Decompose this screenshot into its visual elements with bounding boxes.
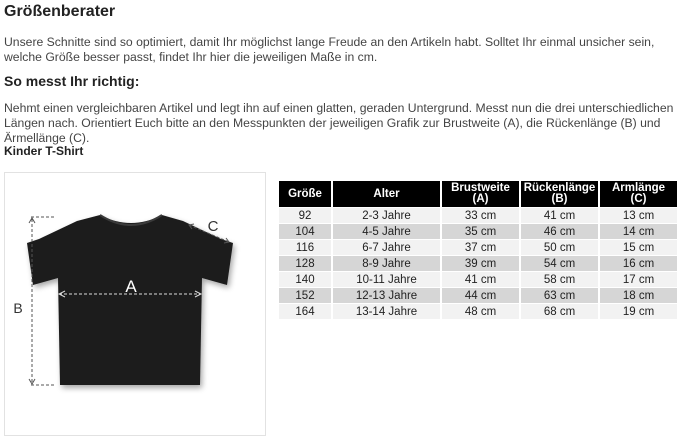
header-alter: Alter: [333, 181, 440, 207]
cell-chest: 35 cm: [442, 224, 519, 239]
cell-back: 58 cm: [521, 272, 598, 287]
tshirt-illustration: [5, 173, 265, 435]
cell-back: 54 cm: [521, 256, 598, 271]
cell-chest: 41 cm: [442, 272, 519, 287]
tshirt-shape: [27, 215, 233, 385]
page-title: Größenberater: [4, 3, 116, 20]
table-row: [279, 304, 677, 319]
cell-chest: 33 cm: [442, 208, 519, 223]
cell-size: 92: [279, 208, 331, 223]
measure-heading: So messt Ihr richtig:: [4, 73, 140, 89]
cell-sleeve: 19 cm: [600, 304, 677, 319]
cell-back: 63 cm: [521, 288, 598, 303]
cell-back: 50 cm: [521, 240, 598, 255]
label-a: A: [125, 277, 137, 296]
tshirt-diagram: [4, 172, 266, 436]
cell-size: 116: [279, 240, 331, 255]
label-c: C: [207, 218, 219, 235]
cell-chest: 48 cm: [442, 304, 519, 319]
cell-age: 2-3 Jahre: [333, 208, 440, 223]
cell-size: 104: [279, 224, 331, 239]
table-row: [279, 224, 677, 239]
table-row: [279, 272, 677, 287]
cell-age: 12-13 Jahre: [333, 288, 440, 303]
table-row: [279, 256, 677, 271]
cell-size: 140: [279, 272, 331, 287]
table-row: [279, 288, 677, 303]
size-table-header: [279, 181, 677, 207]
cell-chest: 37 cm: [442, 240, 519, 255]
cell-back: 46 cm: [521, 224, 598, 239]
cell-sleeve: 15 cm: [600, 240, 677, 255]
product-heading: Kinder T-Shirt: [4, 144, 84, 158]
cell-size: 152: [279, 288, 331, 303]
label-b: B: [13, 300, 23, 316]
table-row: [279, 240, 677, 255]
cell-back: 41 cm: [521, 208, 598, 223]
cell-age: 8-9 Jahre: [333, 256, 440, 271]
intro-text: Unsere Schnitte sind so optimiert, damit Ihr möglichst lange Freude an den Artikeln habt. Solltet Ihr einmal unsicher sein, welche Größe besser passt, findet Ihr hier die jeweiligen Maße in cm.: [4, 35, 655, 64]
size-table: [277, 180, 679, 320]
table-row: [279, 208, 677, 223]
cell-sleeve: 13 cm: [600, 208, 677, 223]
cell-size: 164: [279, 304, 331, 319]
cell-age: 10-11 Jahre: [333, 272, 440, 287]
cell-sleeve: 14 cm: [600, 224, 677, 239]
cell-size: 128: [279, 256, 331, 271]
cell-sleeve: 16 cm: [600, 256, 677, 271]
cell-sleeve: 18 cm: [600, 288, 677, 303]
header-groesse: Größe: [279, 181, 331, 207]
cell-age: 4-5 Jahre: [333, 224, 440, 239]
cell-age: 6-7 Jahre: [333, 240, 440, 255]
cell-back: 68 cm: [521, 304, 598, 319]
cell-chest: 44 cm: [442, 288, 519, 303]
header-armlaenge: Armlänge (C): [600, 181, 677, 207]
header-rueckenlaenge: Rückenlänge (B): [521, 181, 598, 207]
cell-sleeve: 17 cm: [600, 272, 677, 287]
measure-text: Nehmt einen vergleichbaren Artikel und legt ihn auf einen glatten, geraden Untergrund. Messt nun die drei unterschiedlichen Längen nach. Orientiert Euch bitte an den Messpunkten der jeweiligen Grafik zur Brustweite (A), die Rückenlänge (B) und Ärmellänge (C).: [4, 101, 674, 145]
cell-chest: 39 cm: [442, 256, 519, 271]
header-brustweite: Brustweite (A): [442, 181, 519, 207]
cell-age: 13-14 Jahre: [333, 304, 440, 319]
